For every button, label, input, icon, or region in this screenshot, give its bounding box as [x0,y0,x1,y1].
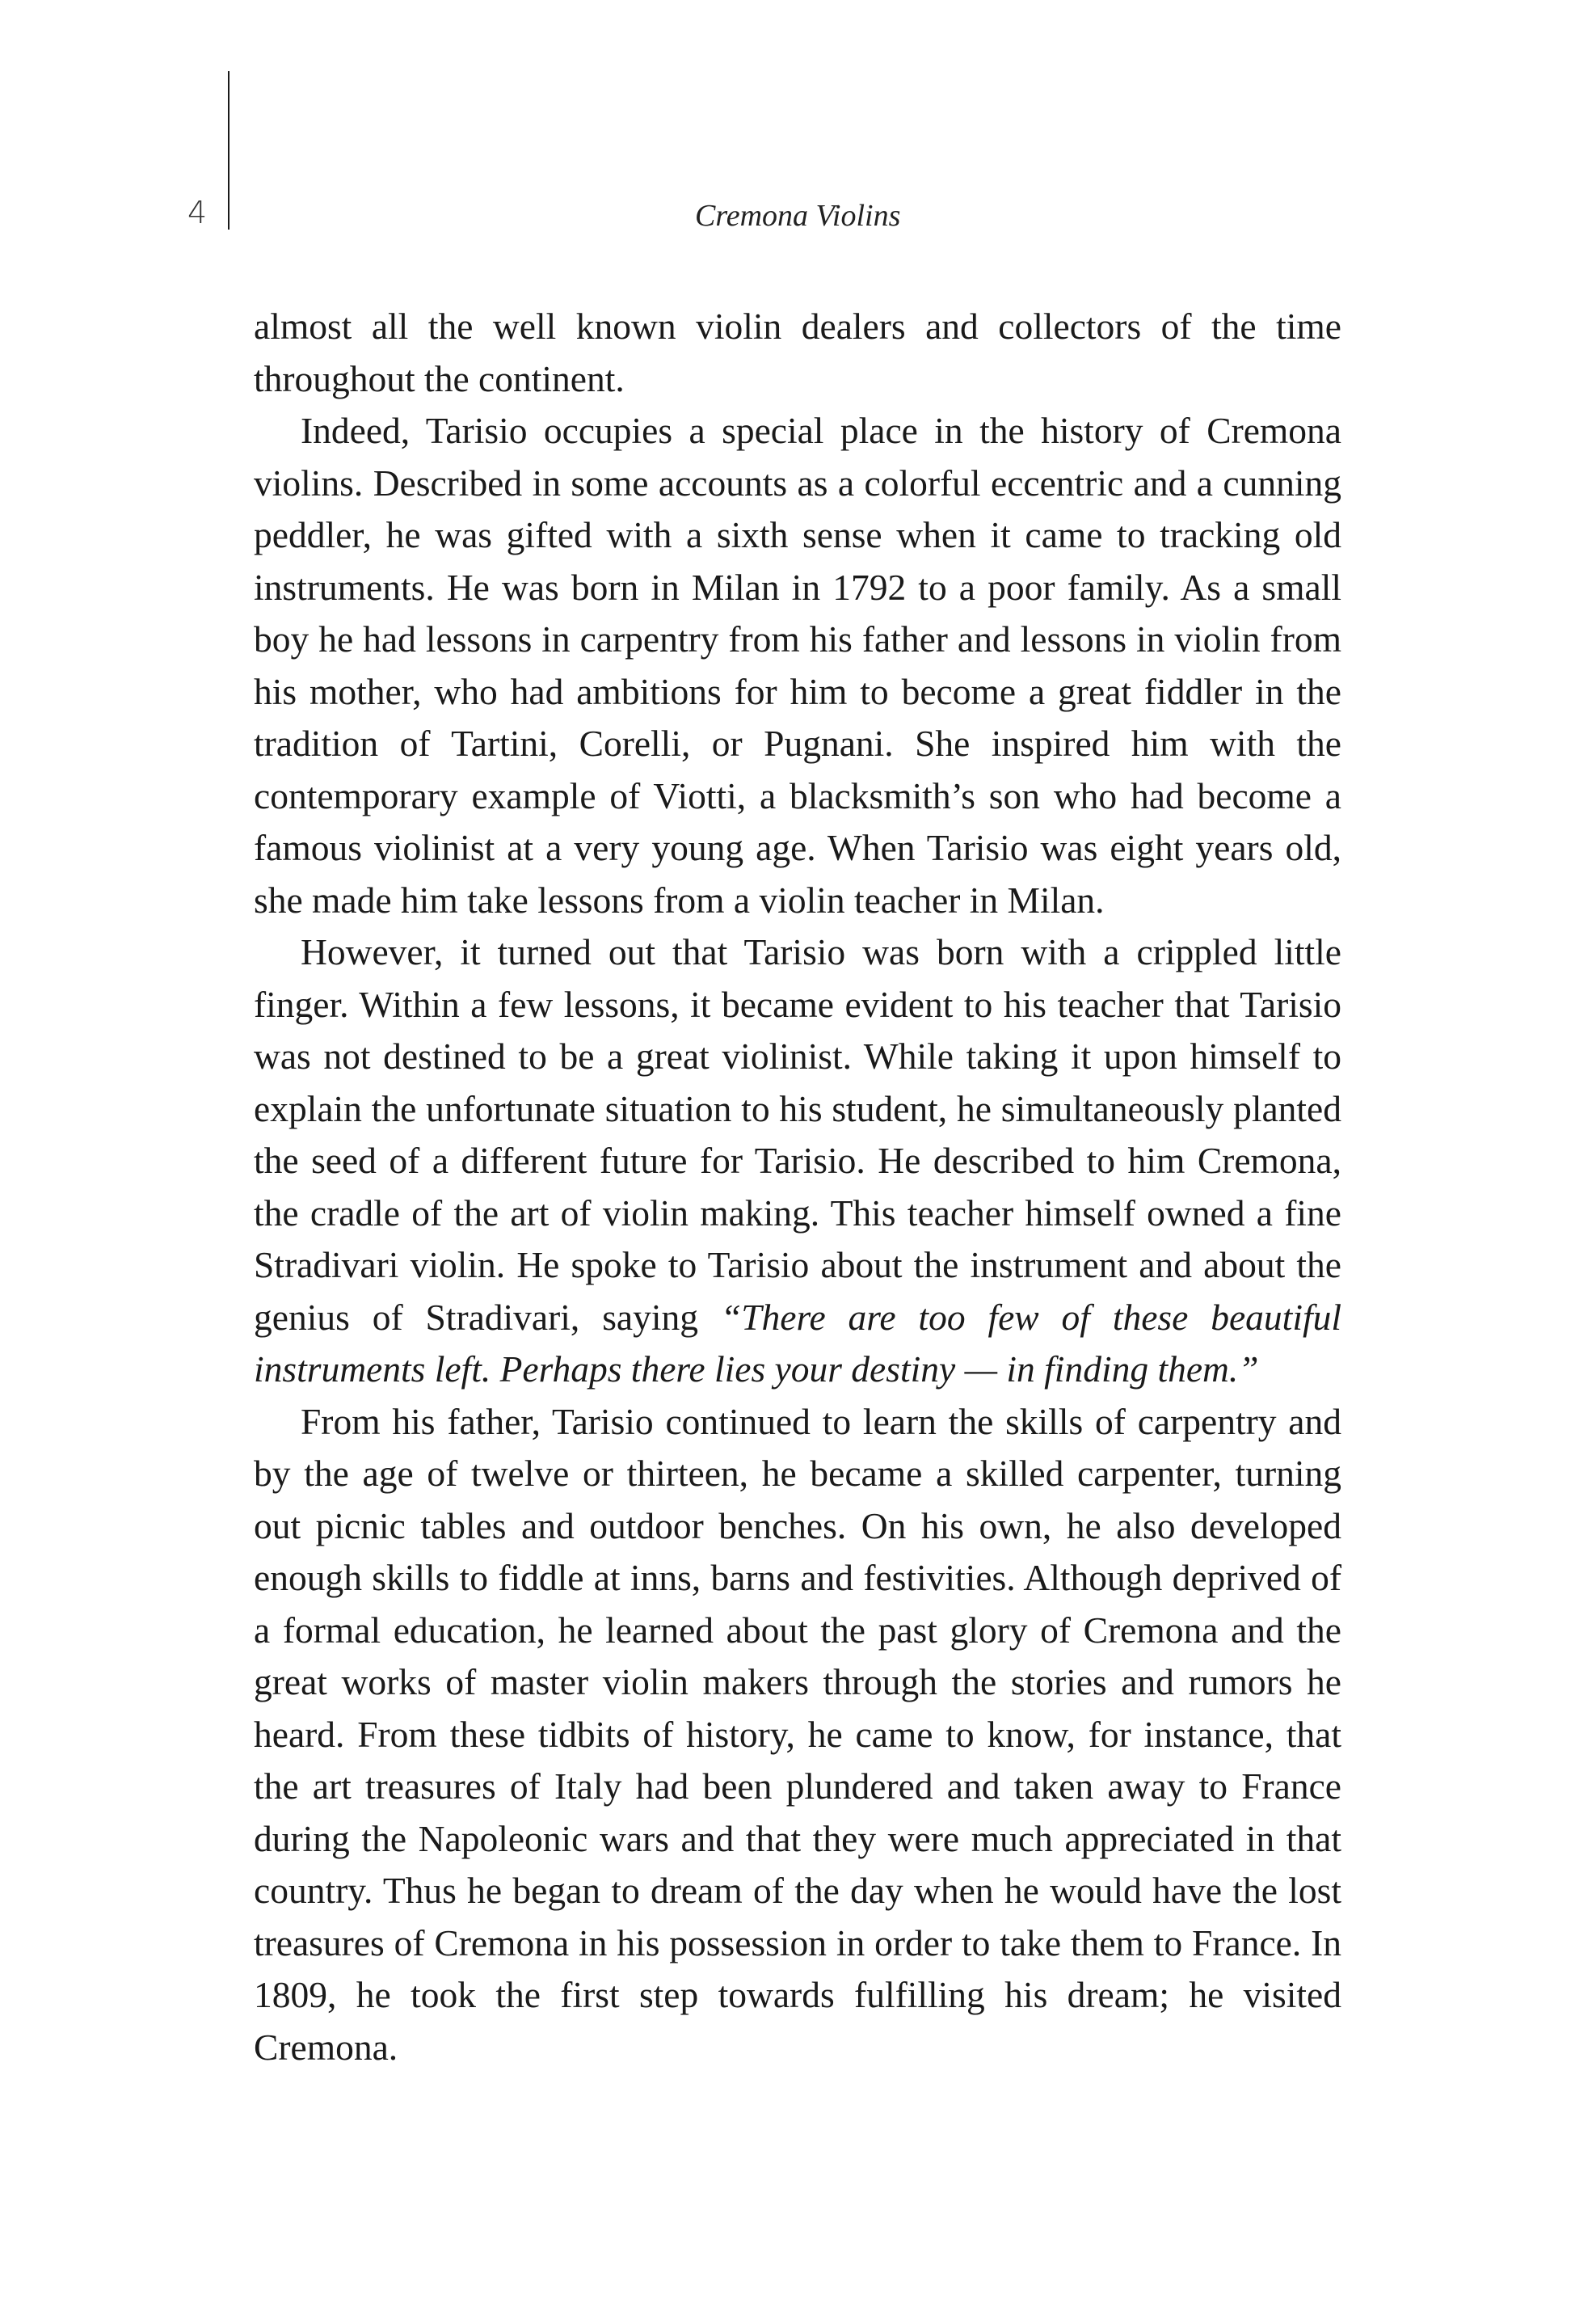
paragraph-1: almost all the well known violin dealers and collectors of the time throughout the continent. [254,306,1341,399]
paragraph-3 [254,926,1341,1396]
paragraph-2: Indeed, Tarisio occupies a special place in the history of Cremona violins. Described in some accounts as a colorful eccentric and a cunning peddler, he was gifted with a sixth sense when it came to tracking old instruments. He was born in Milan in 1792 to a poor family. As a small boy he had lessons in carpentry from his father and lessons in violin from his mother, who had ambitions for him to become a great fiddler in the tradition of Tartini, Corelli, or Pugnani. She inspired him with the contemporary example of Viotti, a blacksmith’s son who had become a famous violinist at a very young age. When Tarisio was eight years old, she made him take lessons from a violin teacher in Milan. [254,410,1341,921]
paragraph-3-text: However, it turned out that Tarisio was born with a crippled little finger. Within a few lessons, it became evident to his teacher that Tarisio was not destined to be a great violinist. While taking it upon himself to explain the unfortunate situation to his student, he simultaneously planted the seed of a different future for Tarisio. He described to him Cremona, the cradle of the art of violin making. This teacher himself owned a fine Stradivari violin. He spoke to Tarisio about the instrument and about the genius of Stradivari, saying [254,931,1341,1338]
page-number: 4 [187,195,208,230]
paragraph-4: From his father, Tarisio continued to learn the skills of carpentry and by the age of twelve or thirteen, he became a skilled carpenter, turning out picnic tables and outdoor benches. On his own, he also developed enough skills to fiddle at inns, barns and festivities. Although deprived of a formal education, he learned about the past glory of Cremona and the great works of master violin makers through the stories and rumors he heard. From these tidbits of history, he came to know, for instance, that the art treasures of Italy had been plundered and taken away to France during the Napoleonic wars and that they were much appreciated in that country. Thus he began to dream of the day when he would have the lost treasures of Cremona in his possession in order to take them to France. In 1809, he took the first step towards fulfilling his dream; he visited Cremona. [254,1400,1341,2068]
teacher-quote: “There are too few of these beautiful instruments left. Perhaps there lies your destiny — in finding them.” [254,1296,1341,1390]
body-text [254,301,1341,2073]
header-rule [228,71,230,230]
running-head: Cremona Violins [695,199,901,233]
